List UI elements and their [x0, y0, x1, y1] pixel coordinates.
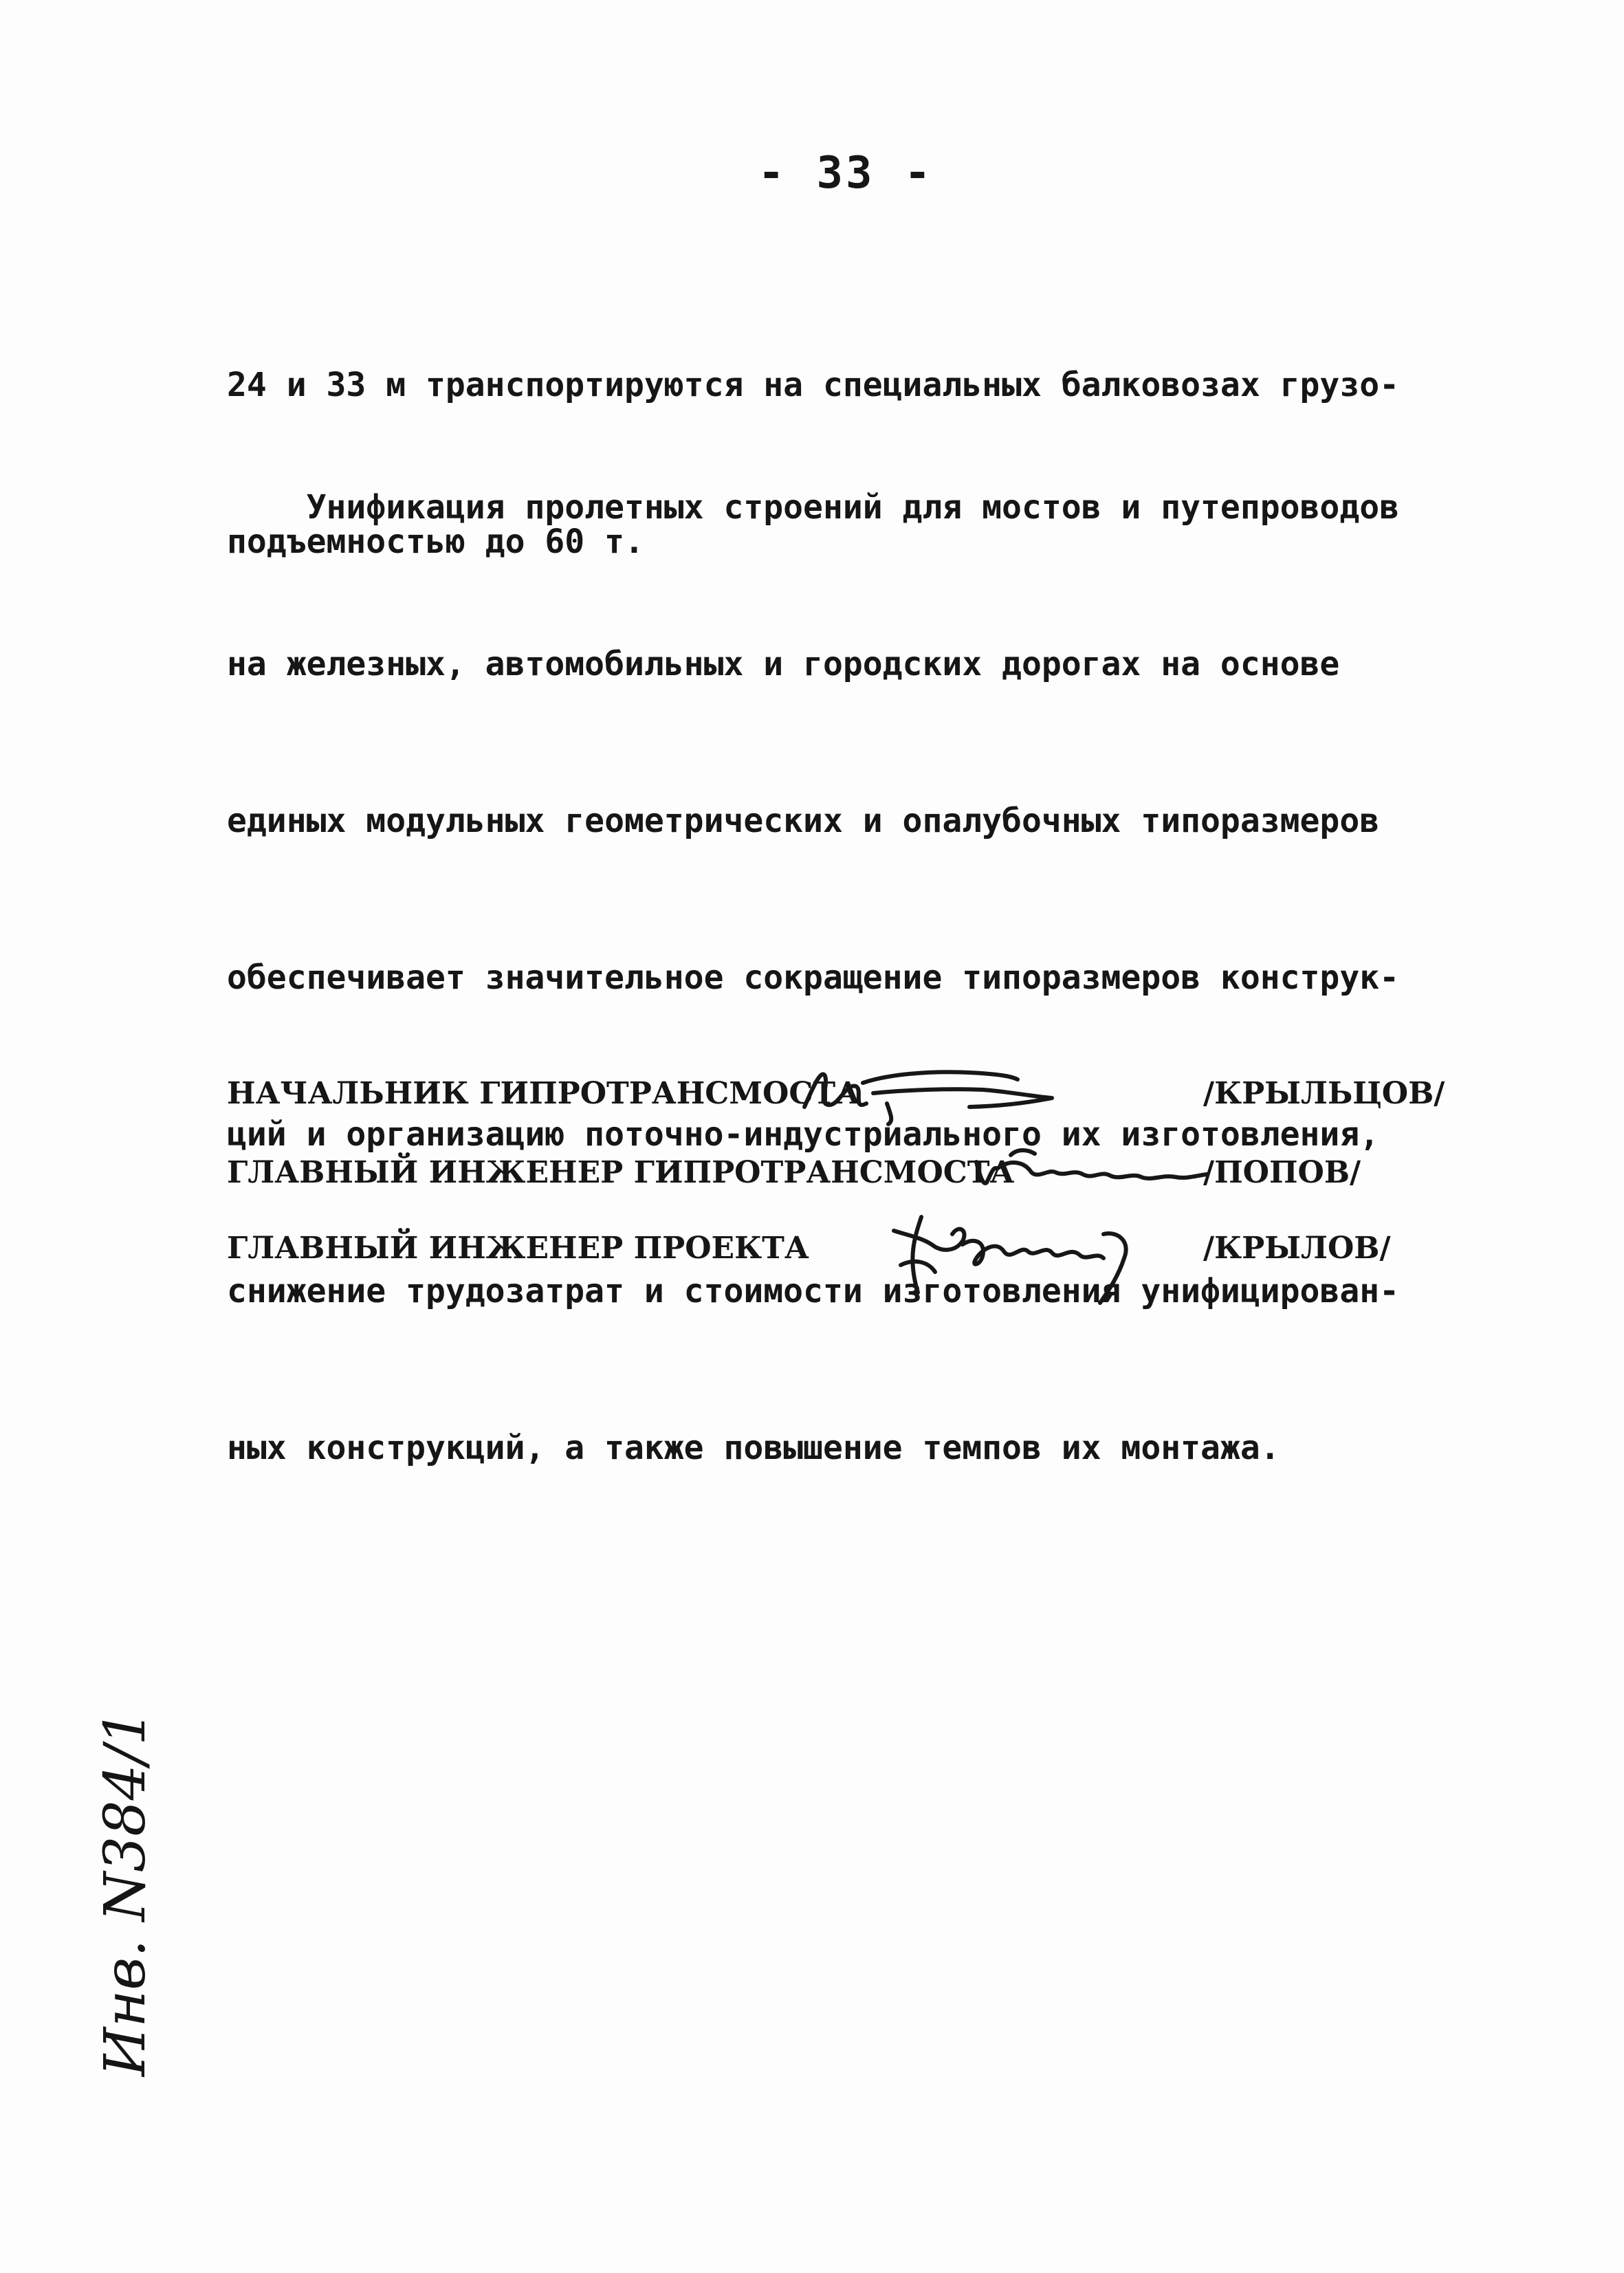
- paragraph-line: Унификация пролетных строений для мостов и путепроводов: [227, 488, 1400, 527]
- paragraph-2: [227, 377, 1533, 1579]
- signature-row-head-of-institute: [227, 1055, 1464, 1131]
- signatory-name: /ПОПОВ/: [1203, 1155, 1361, 1190]
- page-number: - 33 -: [758, 148, 934, 199]
- signatory-title: ГЛАВНЫЙ ИНЖЕНЕР ПРОЕКТА: [227, 1231, 809, 1266]
- handwritten-signature-icon: [791, 1055, 1079, 1131]
- handwritten-signature-icon: [880, 1203, 1169, 1306]
- paragraph-line: снижение трудозатрат и стоимости изготовления унифицирован-: [227, 1272, 1400, 1310]
- paragraph-line: 24 и 33 м транспортируются на специальных балковозах грузо-: [227, 366, 1400, 404]
- signatory-name: /КРЫЛЬЦОВ/: [1203, 1076, 1445, 1111]
- signature-row-chief-engineer-institute: [227, 1134, 1464, 1210]
- signatory-title: НАЧАЛЬНИК ГИПРОТРАНСМОСТА: [227, 1076, 860, 1111]
- signatory-title: ГЛАВНЫЙ ИНЖЕНЕР ГИПРОТРАНСМОСТА: [227, 1155, 1015, 1190]
- signature-row-chief-project-engineer: [227, 1210, 1464, 1286]
- paragraph-line: подъемностью до 60 т.: [227, 523, 644, 561]
- signatory-name: /КРЫЛОВ/: [1203, 1231, 1391, 1266]
- handwritten-signature-icon: [969, 1134, 1217, 1210]
- inventory-number-annotation: Инв. N384/1: [93, 1709, 158, 2076]
- paragraph-line: единых модульных геометрических и опалубочных типоразмеров: [227, 802, 1380, 840]
- paragraph-line: ных конструкций, а также повышение темпов их монтажа.: [227, 1429, 1280, 1467]
- paragraph-line: на железных, автомобильных и городских дорогах на основе: [227, 645, 1340, 683]
- paragraph-line: ций и организацию поточно-индустриального их изготовления,: [227, 1115, 1380, 1154]
- paragraph-line: обеспечивает значительное сокращение типоразмеров конструк-: [227, 958, 1400, 997]
